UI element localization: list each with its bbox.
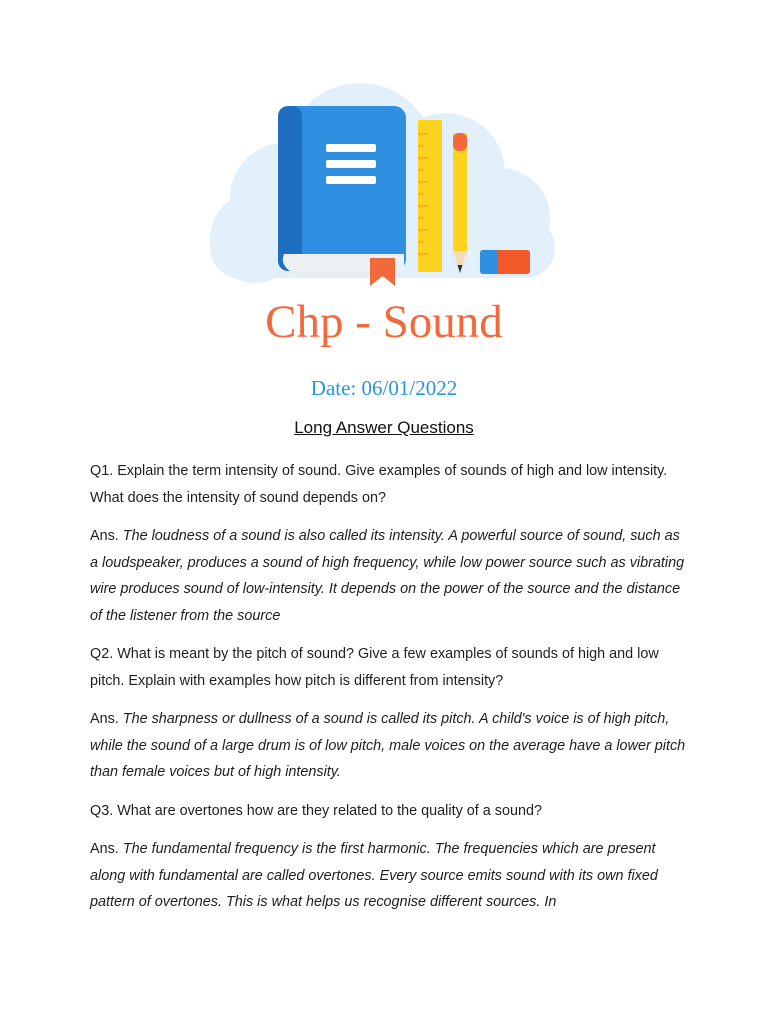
question-3: Q3. What are overtones how are they related to the quality of a sound? [90,802,542,819]
answer-prefix: Ans. [90,711,123,727]
answer-text: The loudness of a sound is also called its intensity. A powerful source of sound, such as a loudspeaker, produces a sound of high frequency, while low power source such as vibrating wire produces sound of low-intensity. It depends on the power of the source and the distance of the listener from the source [90,528,685,624]
eraser-shape [480,250,530,274]
answer-prefix: Ans. [90,528,123,544]
answer-2 [90,706,690,786]
question-2: Q2. What is meant by the pitch of sound? Give a few examples of sounds of high and low pitch. Explain with examples how pitch is different from intensity? [90,646,659,689]
answer-text: The sharpness or dullness of a sound is called its pitch. A child's voice is of high pitch, while the sound of a large drum is of low pitch, male voices on the average have a lower pitch than female voices but of high intensity. [90,711,686,780]
answer-prefix: Ans. [90,841,123,857]
book-shape [278,106,406,286]
answer-text: The fundamental frequency is the first harmonic. The frequencies which are present along with fundamental are called overtones. Every source emits sound with its own fixed pattern of overtones. This is what helps us recognise different sources. In [90,841,658,910]
answer-1 [90,523,690,629]
ruler-shape [418,120,442,272]
date-line: Date: 06/01/2022 [310,376,458,400]
book-ruler-pencil-cloud-icon [200,78,565,293]
pencil-shape [453,133,467,273]
page-title: Chp - Sound [265,296,503,348]
section-heading: Long Answer Questions [294,418,474,437]
qa-content [90,458,690,928]
question-1: Q1. Explain the term intensity of sound. Give examples of sounds of high and low intensity. What does the intensity of sound depends on? [90,463,668,506]
answer-3 [90,836,690,916]
